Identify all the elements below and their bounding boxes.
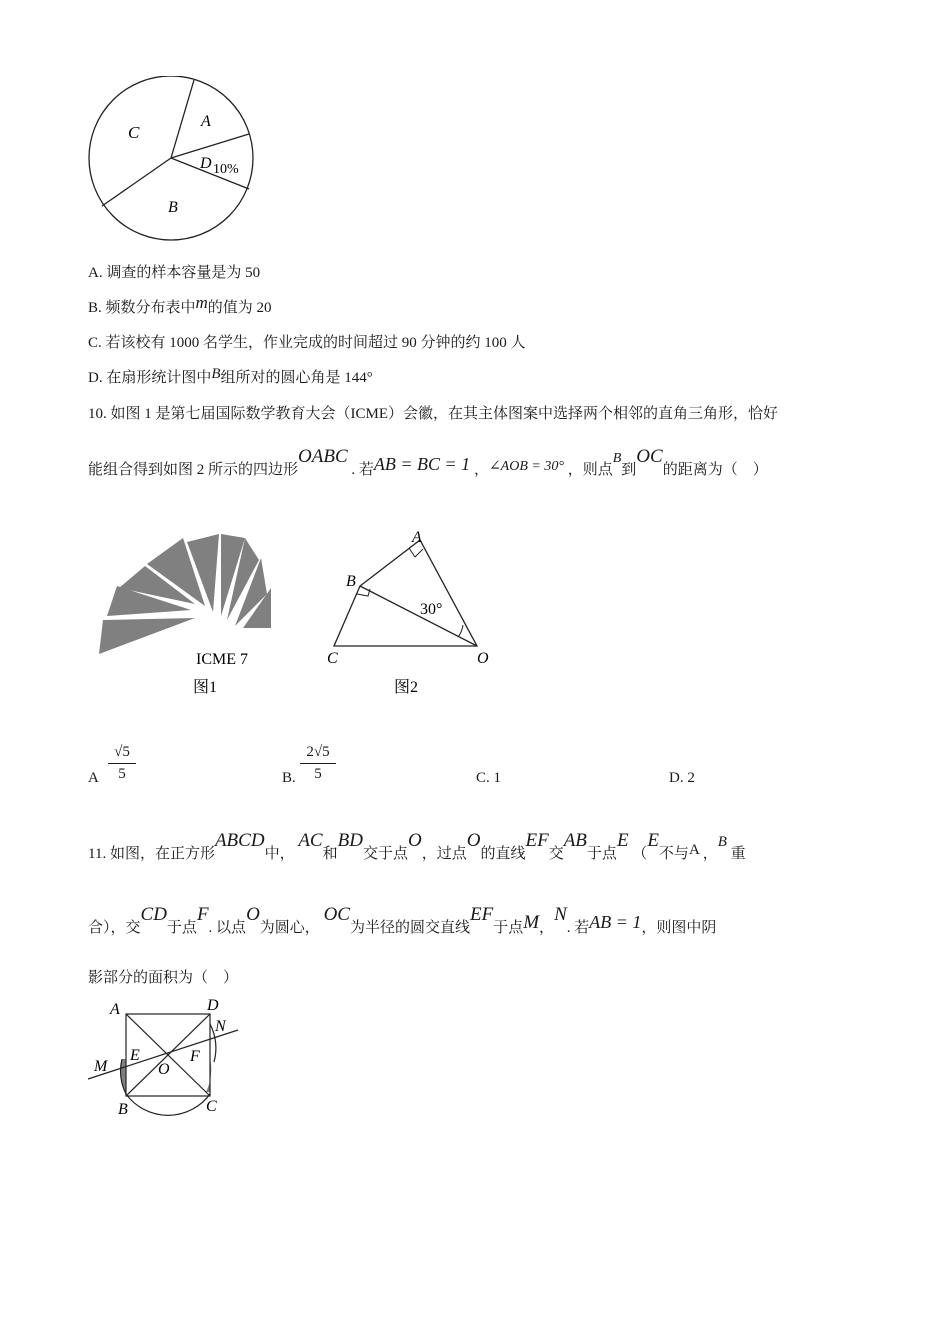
q10-option-a-fraction: √5 5 <box>108 744 136 783</box>
label-a: A <box>412 529 422 546</box>
pie-radius-bc <box>102 158 171 206</box>
figure1-caption: 图1 <box>193 679 218 696</box>
pie-label-d: D <box>200 155 212 172</box>
fig-label-m: M <box>94 1058 108 1075</box>
fig-label-o: O <box>158 1061 170 1078</box>
q11-stem-line1: 11. 如图，在正方形ABCD中， AC和BD交于点O，过点O的直线EF交AB于点E （E不与A ，B 重 <box>88 830 746 862</box>
q10-stem-line2: 能组合得到如图 2 所示的四边形OABC . 若AB = BC = 1 ，∠AOB = 30° ，则点B到OC的距离为（ ） <box>88 446 768 478</box>
pie-label-percent: 10% <box>213 162 239 177</box>
fig-label-b: B <box>118 1101 128 1118</box>
fig-label-d: D <box>207 997 219 1014</box>
q10-option-b-label: B. <box>282 770 296 786</box>
right-angle-a <box>409 548 423 557</box>
q11-stem-line2: 合），交CD于点F. 以点O为圆心， OC为半径的圆交直线EF于点M，N. 若AB = 1，则图中阴 <box>88 904 717 936</box>
oabc-figure <box>320 522 510 702</box>
q9-option-d: D. 在扇形统计图中B组所对的圆心角是 144° <box>88 366 373 386</box>
q9-option-a: A. 调查的样本容量是为 50 <box>88 265 261 281</box>
circle-arc-bottom <box>126 1094 210 1115</box>
label-b: B <box>346 573 356 590</box>
figure2-caption: 图2 <box>394 679 419 696</box>
pie-radius-ca <box>171 80 194 158</box>
q10-option-d: D. 2 <box>669 770 695 786</box>
fig-label-f: F <box>190 1048 200 1065</box>
q10-option-a-label: A <box>88 770 99 786</box>
quad-oabc <box>334 540 477 646</box>
q10-oabc: OABC <box>298 446 348 467</box>
pie-label-a: A <box>201 113 211 130</box>
label-c: C <box>327 650 338 667</box>
angle-label-30: 30° <box>420 601 443 618</box>
q10-option-b-fraction: 2√5 5 <box>300 744 336 783</box>
square-circle-figure <box>84 994 254 1126</box>
label-o: O <box>477 650 489 667</box>
fig-label-c: C <box>206 1098 217 1115</box>
q11-stem-line3: 影部分的面积为（ ） <box>88 970 239 986</box>
icme-emblem-triangles <box>99 534 271 654</box>
fig-label-e: E <box>130 1047 140 1064</box>
q10-stem-line1: 10. 如图 1 是第七届国际数学教育大会（ICME）会徽，在其主体图案中选择两个相邻的直角三角形，恰好 <box>88 406 779 422</box>
segment-ob <box>360 586 477 646</box>
icme-emblem-text: ICME 7 <box>196 651 248 668</box>
pie-label-b: B <box>168 199 178 216</box>
q9-option-b: B. 频数分布表中m的值为 20 <box>88 293 272 316</box>
fig-label-n: N <box>215 1018 226 1035</box>
angle-arc-o <box>458 625 463 637</box>
q10-option-c: C. 1 <box>476 770 502 786</box>
q9-option-c: C. 若该校有 1000 名学生，作业完成的时间超过 90 分钟的约 100 人 <box>88 335 526 351</box>
fig-label-a: A <box>110 1001 120 1018</box>
q9-pie-figure <box>84 76 264 246</box>
icme-emblem-figure <box>95 530 285 700</box>
pie-label-c: C <box>128 123 140 142</box>
